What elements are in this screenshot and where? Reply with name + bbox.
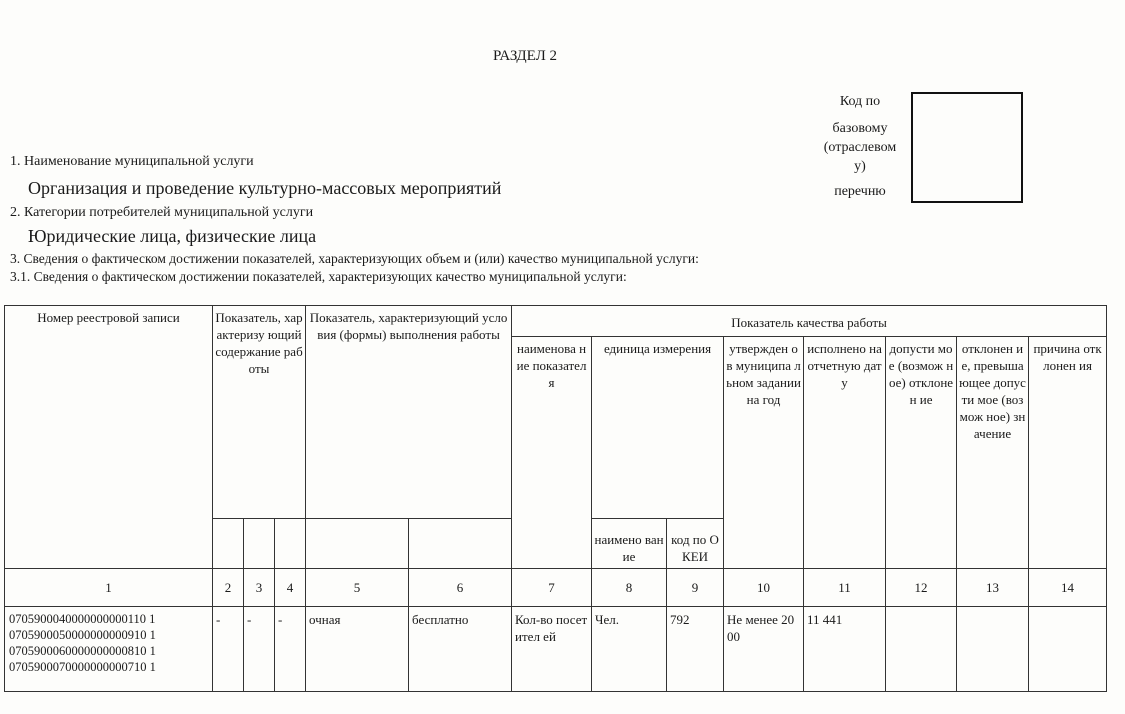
header-indicator-name: наименова ние показател я [512,337,592,569]
column-number: 4 [275,569,306,607]
table-cell: - [213,607,244,692]
code-box [911,92,1023,203]
column-number: 9 [667,569,724,607]
table-cell: - [275,607,306,692]
quality-indicators-table [4,305,1107,692]
header-registry: Номер реестровой записи [5,306,213,569]
table-cell: Кол-во посетител ей [512,607,592,692]
table-cell: - [244,607,275,692]
code-label-line: Код по [839,94,881,109]
header-unit-name: наимено вание [592,519,667,569]
table-cell: очная [306,607,409,692]
table-cell: бесплатно [409,607,512,692]
column-number: 5 [306,569,409,607]
column-number: 8 [592,569,667,607]
empty-cell [409,519,512,569]
header-unit: единица измерения [592,337,724,519]
column-number: 7 [512,569,592,607]
item2-label: 2. Категории потребителей муниципальной услуги [10,205,314,220]
header-condition-indicator: Показатель, характеризующий условия (формы) выполнения работы [306,306,512,519]
header-content-indicator: Показатель, характеризу ющий содержание работы [213,306,306,519]
empty-cell [213,519,244,569]
item1-label: 1. Наименование муниципальной услуги [10,154,254,169]
column-number: 11 [804,569,886,607]
column-number: 6 [409,569,512,607]
code-label-line: перечню [834,184,886,199]
empty-cell [306,519,409,569]
code-label-line: у) [854,159,866,174]
table-cell [886,607,957,692]
code-label-line: базовому [832,121,888,136]
column-number: 12 [886,569,957,607]
header-quality-group: Показатель качества работы [512,306,1107,337]
table-cell: 11 441 [804,607,886,692]
header-executed: исполнено на отчетную дату [804,337,886,569]
section-title: РАЗДЕЛ 2 [492,48,558,64]
code-label-line: (отраслевом [823,140,897,155]
empty-cell [244,519,275,569]
column-number: 3 [244,569,275,607]
header-exceeding-deviation: отклонен ие, превыша ющее допусти мое (возмож ное) значение [957,337,1029,569]
item3-label: 3. Сведения о фактическом достижении показателей, характеризующих объем и (или) качество муниципальной услуги: [10,251,699,266]
table-cell: 792 [667,607,724,692]
item2-value: Юридические лица, физические лица [28,226,317,246]
item1-value: Организация и проведение культурно-массовых мероприятий [28,178,502,198]
item31-label: 3.1. Сведения о фактическом достижении показателей, характеризующих качество муниципальной услуги: [10,269,627,284]
table-cell: Чел. [592,607,667,692]
column-number: 2 [213,569,244,607]
column-number: 13 [957,569,1029,607]
header-allowed-deviation: допусти мое (возмож ное) отклонен ие [886,337,957,569]
header-okei-code: код по ОКЕИ [667,519,724,569]
column-number: 1 [5,569,213,607]
column-number: 10 [724,569,804,607]
table-cell [957,607,1029,692]
code-label [812,92,908,201]
header-approved: утвержден о в муниципа льном задании на год [724,337,804,569]
table-cell: Не менее 2000 [724,607,804,692]
header-deviation-reason: причина отклонен ия [1029,337,1107,569]
table-cell [1029,607,1107,692]
column-number: 14 [1029,569,1107,607]
registry-numbers-cell: 0705900040000000000110 1 0705900050000000000910 1 0705900060000000000810 1 0705900070000000000710 1 [5,607,213,692]
empty-cell [275,519,306,569]
